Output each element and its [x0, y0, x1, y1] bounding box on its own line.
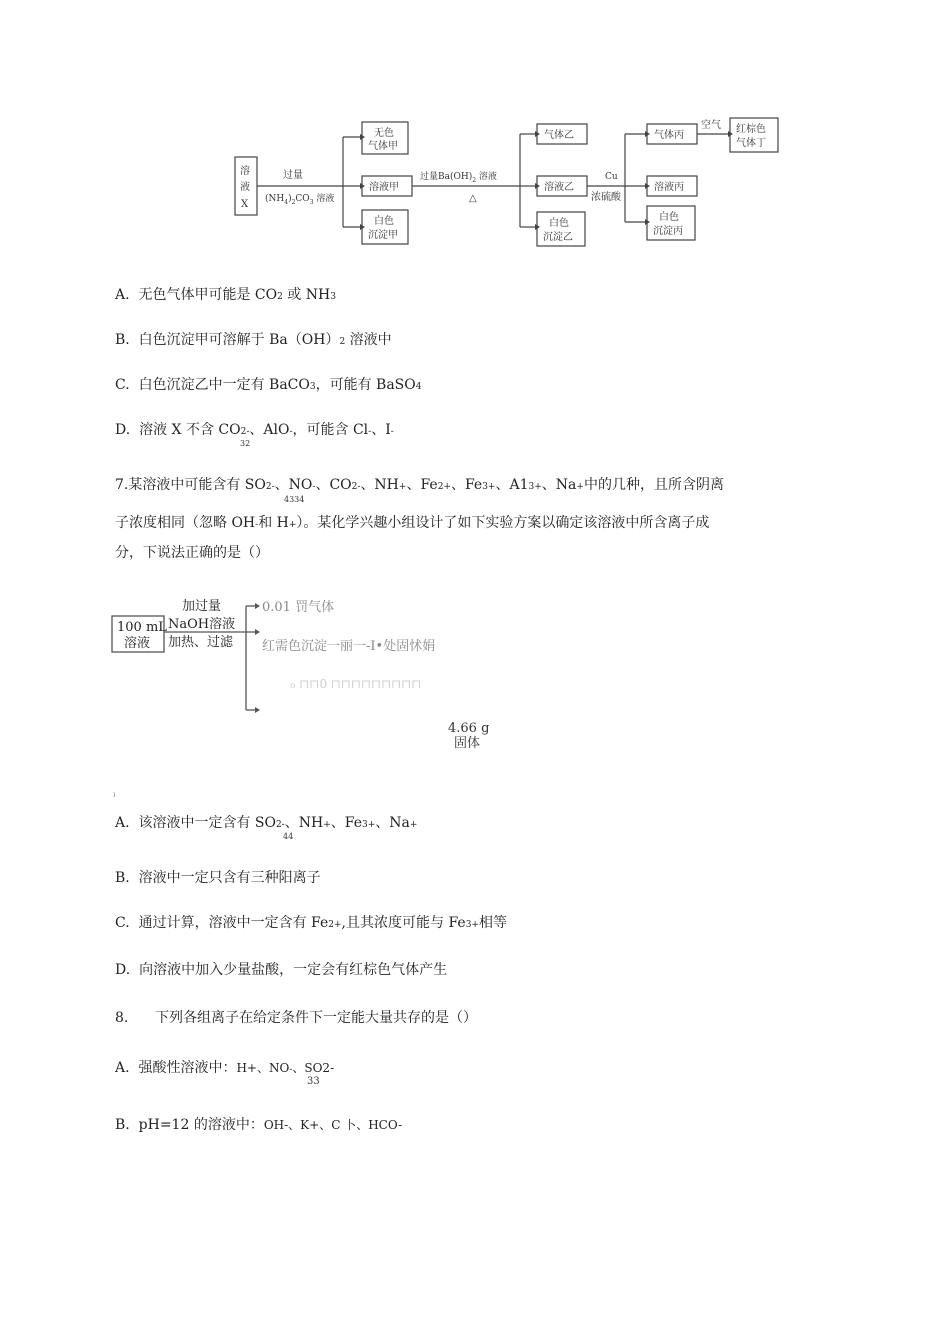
- ppt-jia-line2: 沉淀甲: [368, 230, 398, 241]
- reagent3-top: Cu: [605, 172, 618, 182]
- q6-option-c: C. 白色沉淀乙中一定有 BaCO3，可能有 BaSO4: [115, 377, 422, 393]
- reagent2-top: 过量$Ba(OH)_2$ 溶液: [420, 172, 497, 184]
- q7-option-c: C. 通过计算，溶液中一定含有 Fe2+,且其浓度可能与 Fe3+相等: [115, 915, 507, 931]
- q8-option-a-subscripts: 33: [307, 1076, 320, 1087]
- reagent2-bottom: △: [469, 193, 477, 204]
- condition-line3: 加热、过滤: [168, 635, 234, 650]
- gas-jia-line2: 气体甲: [368, 141, 398, 152]
- reagent1-bottom: $(NH_4)_2CO_3$ 溶液: [265, 194, 335, 206]
- q6-option-a: A. 无色气体甲可能是 CO2 或 NH3: [115, 287, 336, 303]
- ppt-bing-line2: 沉淀丙: [653, 226, 683, 237]
- q8-stem: 8. 下列各组离子在给定条件下一定能大量共存的是（）: [115, 1010, 478, 1026]
- flowchart-solution-x: [225, 112, 795, 252]
- q7-stem-subscripts: 4334: [284, 495, 305, 504]
- q7-stem-line3: 分，下说法正确的是（）: [115, 545, 269, 561]
- output-filtrate-faded: ℴ ⊓⊓0 ⊓⊓⊓⊓⊓⊓⊓⊓⊓: [290, 677, 422, 691]
- q7-option-a: A. 该溶液中一定含有 SO2-、NH+、Fe3+、Na+: [115, 815, 418, 831]
- ppt-bing-line1: 白色: [659, 212, 679, 223]
- output-gas: 0.01 罚气体: [262, 600, 335, 615]
- ppt-yi-line1: 白色: [549, 218, 569, 229]
- q6-option-b: B. 白色沉淀甲可溶解于 Ba（OH）2 溶液中: [115, 332, 392, 348]
- gas-jia-line1: 无色: [374, 128, 394, 139]
- flowchart-100ml-solution: [110, 592, 510, 760]
- q8-option-a: A. 强酸性溶液中：H+、NO-、SO2-: [115, 1060, 335, 1076]
- air-label: 空气: [701, 120, 721, 131]
- q8-option-b: B. pH=12 的溶液中：OH-、K+、C 卜、HCO-: [115, 1117, 403, 1133]
- box-line2: 溶液: [124, 636, 151, 651]
- solid-mass: 4.66 g: [448, 721, 490, 736]
- q7-stem-line2: 子浓度相同（忽略 OH-和 H+）。某化学兴趣小组设计了如下实验方案以确定该溶液中所含离子成: [115, 515, 710, 531]
- box-line1: 100 mL: [117, 620, 167, 635]
- gas-ding-line1: 红棕色: [736, 124, 766, 135]
- solution-x-char2: 液: [240, 182, 250, 193]
- condition-line1: 加过量: [182, 599, 222, 614]
- q6-option-d: D. 溶液 X 不含 CO2-、AlO-，可能含 Cl-、I-: [115, 422, 394, 438]
- gas-yi-label: 气体乙: [544, 130, 574, 141]
- output-precipitate: 红需色沉淀一丽一-I•处固怵娟: [262, 639, 436, 654]
- q6-option-d-subscript: 32: [240, 439, 251, 448]
- reagent3-bottom: 浓硫酸: [591, 192, 621, 203]
- solution-x-char3: X: [241, 199, 249, 210]
- ppt-yi-line2: 沉淀乙: [543, 232, 573, 243]
- solution-x-char1: 溶: [240, 166, 250, 177]
- condition-line2: NaOH溶液: [168, 617, 236, 632]
- ppt-jia-line1: 白色: [374, 216, 394, 227]
- sol-yi-label: 溶液乙: [544, 182, 574, 193]
- q7-option-a-subscripts: 44: [283, 832, 294, 841]
- q7-option-d: D. 向溶液中加入少量盐酸，一定会有红棕色气体产生: [115, 962, 448, 978]
- sol-bing-label: 溶液丙: [654, 182, 684, 193]
- gas-bing-label: 气体丙: [654, 130, 684, 141]
- q7-option-b: B. 溶液中一定只含有三种阳离子: [115, 870, 321, 886]
- gas-ding-line2: 气体丁: [736, 138, 766, 149]
- q7-stem-line1: 7.某溶液中可能含有 SO2-、NO-、CO2-、NH+、Fe2+、Fe3+、A13+、Na+中的几种，且所含阴离: [115, 477, 724, 493]
- sol-jia-label: 溶液甲: [369, 182, 399, 193]
- stray-mark: ı: [113, 790, 116, 799]
- solid-label: 固体: [454, 736, 481, 751]
- reagent1-top: 过量: [283, 170, 303, 181]
